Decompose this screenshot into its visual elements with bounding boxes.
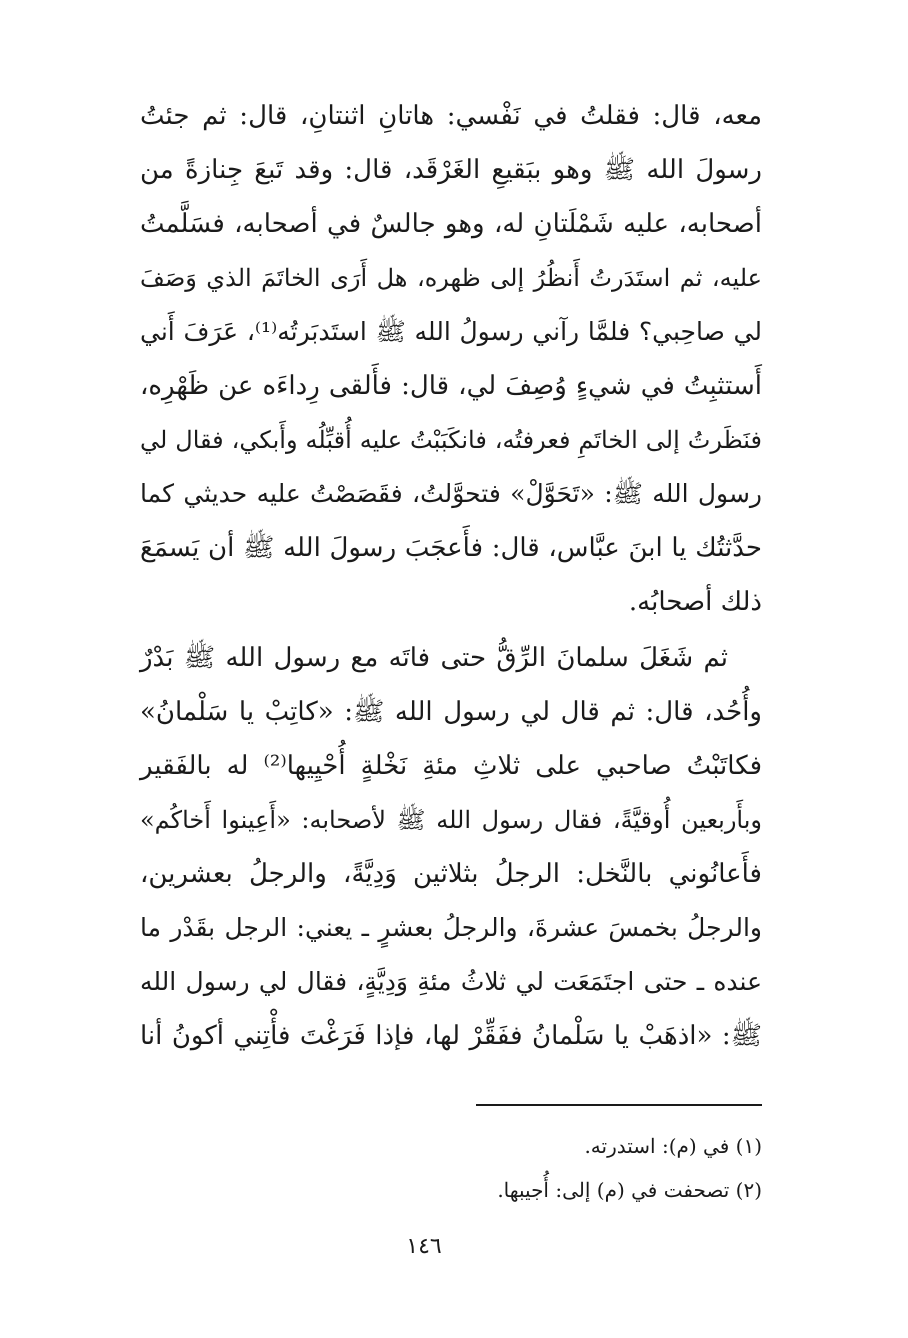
text-line: ذلك أصحابُه. [628,587,762,617]
text-line: عنده ـ حتى اجتَمَعَت لي ثلاثُ مئةِ وَدِيَّةٍ، فقال لي رسول الله [140,967,762,996]
text-line: معه، قال: فقلتُ في نَفْسي: هاتانِ اثنتانِ، قال: ثم جئتُ [140,101,762,131]
page-number: ١٤٦ [406,1234,442,1259]
footnote-1: (١) في (م): استدرته. [584,1134,762,1158]
text-line: وأُحُد، قال: ثم قال لي رسول الله ﷺ: «كاتِبْ يا سَلْمانُ» [140,697,762,727]
text-line: عليه، ثم استَدَرتُ أَنظُرُ إلى ظهره، هل أَرَى الخاتَمَ الذي وَصَفَ [140,264,762,292]
text-line: أَستثبِتُ في شيءٍ وُصِفَ لي، قال: فأَلقى رِداءَه عن ظَهْرِه، [140,371,762,401]
footnote-2: (٢) تصحفت في (م) إلى: أُجيبها. [497,1178,762,1202]
text-line: ثم شَغَلَ سلمانَ الرِّقُّ حتى فاتَه مع رسول الله ﷺ بَدْرٌ [140,643,728,673]
text-line: فكاتَبْتُ صاحبي على ثلاثِ مئةِ نَخْلةٍ أُحْيِيها⁽²⁾ له بالفَقير [140,751,762,781]
text-line: رسولَ الله ﷺ وهو ببَقيعِ الغَرْقَد، قال: وقد تَبعَ جِنازةً من [140,155,762,185]
text-line: ﷺ: «اذهَبْ يا سَلْمانُ ففَقِّرْ لها، فإذا فَرَغْتَ فأْتِني أكونُ أنا [140,1021,762,1051]
text-line: لي صاحِبي؟ فلمَّا رآني رسولُ الله ﷺ استَدبَرتُه⁽¹⁾، عَرَفَ أَني [140,317,762,346]
text-line: وبأَربعين أُوقيَّةً، فقال رسول الله ﷺ لأصحابه: «أَعِينوا أَخاكُم» [140,806,762,834]
footnote-divider [476,1104,762,1106]
paragraph-1 [140,89,762,629]
text-line: حدَّثتُك يا ابنَ عبَّاس، قال: فأَعجَبَ رسولَ الله ﷺ أن يَسمَعَ [140,533,762,563]
text-line: رسول الله ﷺ: «تَحَوَّلْ» فتحوَّلتُ، فقَصَصْتُ عليه حديثي كما [140,479,762,508]
text-line: والرجلُ بخمسَ عشرةَ، والرجلُ بعشرٍ ـ يعني: الرجل بقَدْر ما [140,913,762,942]
text-line: أصحابه، عليه شَمْلَتانِ له، وهو جالسٌ في أصحابه، فسَلَّمتُ [140,209,762,239]
footnotes [400,1124,762,1212]
text-line: فأَعانُوني بالنَّخل: الرجلُ بثلاثين وَدِيَّةً، والرجلُ بعشرين، [140,859,762,889]
paragraph-2 [140,631,762,1063]
text-line: فنَظَرتُ إلى الخاتَمِ فعرفتُه، فانكَبَبْتُ عليه أُقبِّلُه وأَبكي، فقال لي [140,426,762,454]
